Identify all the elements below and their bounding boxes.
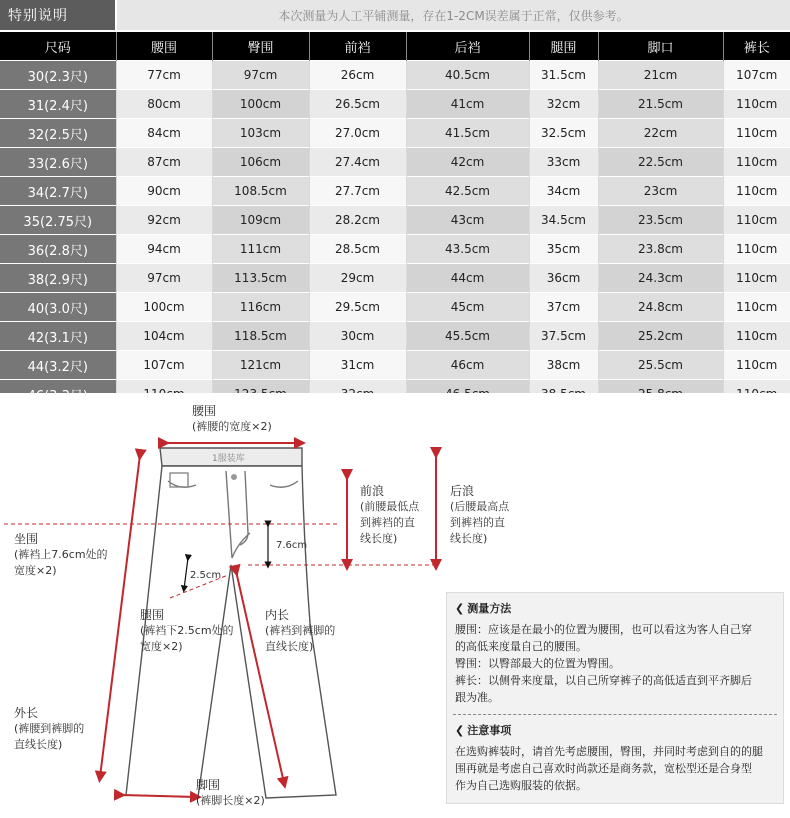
outseam-desc-1: (裤腰到裤脚的 bbox=[14, 722, 85, 735]
table-cell: 32cm bbox=[529, 90, 598, 119]
note-line: 臀围：以臀部最大的位置为臀围。 bbox=[455, 657, 620, 670]
back-rise-label bbox=[450, 483, 509, 547]
table-cell: 44cm bbox=[406, 264, 529, 293]
table-cell: 29.5cm bbox=[309, 293, 406, 322]
column-header: 裤长 bbox=[723, 31, 790, 61]
table-cell: 33cm bbox=[529, 148, 598, 177]
outseam-label bbox=[14, 705, 84, 753]
note-line: 跟为准。 bbox=[455, 691, 499, 704]
table-cell: 36cm bbox=[529, 264, 598, 293]
hip-title: 坐围 bbox=[14, 532, 39, 546]
front-rise-desc-3: 线长度) bbox=[360, 532, 398, 545]
table-row bbox=[0, 206, 790, 235]
table-cell: 111cm bbox=[212, 235, 309, 264]
note-line: 裤长：以侧骨来度量，以自己所穿裤子的高低适直到平齐脚后 bbox=[455, 674, 752, 687]
inseam-label bbox=[265, 607, 335, 655]
attention-body bbox=[455, 743, 775, 794]
chevron-left-icon: ❮ bbox=[455, 602, 465, 615]
note-line: 在选购裤装时，请首先考虑腰围，臀围，并同时考虑到自的的腿 bbox=[455, 745, 763, 758]
table-cell: 97cm bbox=[212, 61, 309, 90]
table-cell: 24.3cm bbox=[598, 264, 723, 293]
table-cell: 110cm bbox=[723, 351, 790, 380]
table-cell: 103cm bbox=[212, 119, 309, 148]
table-row bbox=[0, 264, 790, 293]
size-cell: 33(2.6尺) bbox=[0, 148, 116, 177]
size-cell: 40(3.0尺) bbox=[0, 293, 116, 322]
table-cell: 90cm bbox=[116, 177, 212, 206]
table-cell: 110cm bbox=[723, 148, 790, 177]
method-title-text: 测量方法 bbox=[467, 602, 512, 615]
column-header: 后裆 bbox=[406, 31, 529, 61]
table-cell: 23.8cm bbox=[598, 235, 723, 264]
table-cell: 41.5cm bbox=[406, 119, 529, 148]
inseam-desc-1: (裤裆到裤脚的 bbox=[265, 624, 336, 637]
note-line: 腰围：应该是在最小的位置为腰围，也可以看这为客人自己穿 bbox=[455, 623, 752, 636]
mark-25-label: 2.5cm bbox=[190, 570, 222, 581]
table-cell: 110cm bbox=[723, 90, 790, 119]
table-cell: 38cm bbox=[529, 351, 598, 380]
table-cell: 27.7cm bbox=[309, 177, 406, 206]
table-row bbox=[0, 351, 790, 380]
table-cell: 42.5cm bbox=[406, 177, 529, 206]
table-cell: 23.5cm bbox=[598, 206, 723, 235]
table-cell: 87cm bbox=[116, 148, 212, 177]
table-cell: 106cm bbox=[212, 148, 309, 177]
thigh-title: 腿围 bbox=[140, 608, 165, 622]
table-cell: 107cm bbox=[116, 351, 212, 380]
table-cell: 77cm bbox=[116, 61, 212, 90]
size-cell: 36(2.8尺) bbox=[0, 235, 116, 264]
size-cell: 42(3.1尺) bbox=[0, 322, 116, 351]
table-header-row bbox=[0, 31, 790, 61]
table-cell: 43cm bbox=[406, 206, 529, 235]
notes-panel bbox=[446, 592, 784, 804]
column-header: 腰围 bbox=[116, 31, 212, 61]
back-rise-desc-1: (后腰最高点 bbox=[450, 500, 510, 513]
table-cell: 27.0cm bbox=[309, 119, 406, 148]
waist-tag-text: 1服装库 bbox=[212, 454, 245, 464]
note-line: 围再就是考虑自己喜欢时尚款还是商务款，宽松型还是合身型 bbox=[455, 762, 752, 775]
waist-title: 腰围 bbox=[192, 404, 217, 418]
table-cell: 32.5cm bbox=[529, 119, 598, 148]
inseam-title: 内长 bbox=[265, 608, 290, 622]
table-row bbox=[0, 293, 790, 322]
back-rise-title: 后浪 bbox=[450, 484, 475, 498]
table-cell: 28.2cm bbox=[309, 206, 406, 235]
table-row bbox=[0, 177, 790, 206]
back-rise-desc-3: 线长度) bbox=[450, 532, 488, 545]
table-cell: 46cm bbox=[406, 351, 529, 380]
table-cell: 84cm bbox=[116, 119, 212, 148]
front-rise-title: 前浪 bbox=[360, 484, 385, 498]
method-section-title bbox=[455, 601, 783, 617]
table-cell: 110cm bbox=[723, 119, 790, 148]
notes-divider bbox=[453, 714, 777, 715]
table-cell: 45.5cm bbox=[406, 322, 529, 351]
table-cell: 80cm bbox=[116, 90, 212, 119]
table-cell: 100cm bbox=[116, 293, 212, 322]
table-cell: 43.5cm bbox=[406, 235, 529, 264]
table-cell: 30cm bbox=[309, 322, 406, 351]
hem-title: 脚围 bbox=[196, 778, 221, 792]
table-cell: 116cm bbox=[212, 293, 309, 322]
method-body bbox=[455, 621, 775, 706]
special-note-text: 本次测量为人工平铺测量，存在1-2CM误差属于正常，仅供参考。 bbox=[116, 0, 790, 31]
table-cell: 29cm bbox=[309, 264, 406, 293]
waist-desc: (裤腰的宽度×2) bbox=[192, 420, 272, 433]
table-cell: 100cm bbox=[212, 90, 309, 119]
table-cell: 45cm bbox=[406, 293, 529, 322]
table-cell: 22.5cm bbox=[598, 148, 723, 177]
mark-76-label: 7.6cm bbox=[276, 540, 308, 551]
thigh-label bbox=[140, 607, 234, 655]
table-row bbox=[0, 61, 790, 90]
column-header: 脚口 bbox=[598, 31, 723, 61]
table-cell: 21cm bbox=[598, 61, 723, 90]
table-cell: 25.5cm bbox=[598, 351, 723, 380]
table-cell: 28.5cm bbox=[309, 235, 406, 264]
table-cell: 40.5cm bbox=[406, 61, 529, 90]
column-header: 尺码 bbox=[0, 31, 116, 61]
column-header: 前裆 bbox=[309, 31, 406, 61]
size-cell: 30(2.3尺) bbox=[0, 61, 116, 90]
hip-label bbox=[14, 531, 108, 579]
table-cell: 35cm bbox=[529, 235, 598, 264]
front-rise-label bbox=[360, 483, 419, 547]
front-rise-desc-2: 到裤裆的直 bbox=[360, 516, 415, 529]
table-cell: 94cm bbox=[116, 235, 212, 264]
table-row bbox=[0, 148, 790, 177]
front-rise-desc-1: (前腰最低点 bbox=[360, 500, 420, 513]
table-cell: 21.5cm bbox=[598, 90, 723, 119]
table-cell: 110cm bbox=[723, 235, 790, 264]
size-cell: 35(2.75尺) bbox=[0, 206, 116, 235]
table-cell: 27.4cm bbox=[309, 148, 406, 177]
table-cell: 41cm bbox=[406, 90, 529, 119]
table-cell: 37cm bbox=[529, 293, 598, 322]
table-cell: 22cm bbox=[598, 119, 723, 148]
table-cell: 113.5cm bbox=[212, 264, 309, 293]
table-row bbox=[0, 322, 790, 351]
chevron-left-icon: ❮ bbox=[455, 724, 465, 737]
table-cell: 25.2cm bbox=[598, 322, 723, 351]
table-cell: 31.5cm bbox=[529, 61, 598, 90]
table-row bbox=[0, 235, 790, 264]
table-cell: 26cm bbox=[309, 61, 406, 90]
table-cell: 104cm bbox=[116, 322, 212, 351]
table-cell: 34cm bbox=[529, 177, 598, 206]
hem-label bbox=[196, 777, 265, 809]
size-chart-table bbox=[0, 0, 790, 408]
size-cell: 44(3.2尺) bbox=[0, 351, 116, 380]
table-cell: 24.8cm bbox=[598, 293, 723, 322]
waist-label bbox=[192, 403, 272, 435]
table-cell: 34.5cm bbox=[529, 206, 598, 235]
table-cell: 110cm bbox=[723, 264, 790, 293]
back-rise-desc-2: 到裤裆的直 bbox=[450, 516, 505, 529]
special-note-label: 特别说明 bbox=[0, 0, 116, 31]
table-cell: 26.5cm bbox=[309, 90, 406, 119]
attention-title-text: 注意事项 bbox=[467, 724, 512, 737]
special-note-row bbox=[0, 0, 790, 31]
size-cell: 34(2.7尺) bbox=[0, 177, 116, 206]
table-cell: 118.5cm bbox=[212, 322, 309, 351]
hem-desc: (裤脚长度×2) bbox=[196, 794, 265, 807]
table-cell: 109cm bbox=[212, 206, 309, 235]
size-cell: 38(2.9尺) bbox=[0, 264, 116, 293]
table-cell: 108.5cm bbox=[212, 177, 309, 206]
outseam-title: 外长 bbox=[14, 706, 39, 720]
table-row bbox=[0, 90, 790, 119]
table-cell: 31cm bbox=[309, 351, 406, 380]
table-cell: 110cm bbox=[723, 293, 790, 322]
table-cell: 121cm bbox=[212, 351, 309, 380]
table-cell: 92cm bbox=[116, 206, 212, 235]
size-cell: 32(2.5尺) bbox=[0, 119, 116, 148]
size-cell: 31(2.4尺) bbox=[0, 90, 116, 119]
column-header: 臀围 bbox=[212, 31, 309, 61]
column-header: 腿围 bbox=[529, 31, 598, 61]
table-cell: 107cm bbox=[723, 61, 790, 90]
table-cell: 37.5cm bbox=[529, 322, 598, 351]
table-cell: 110cm bbox=[723, 206, 790, 235]
thigh-desc-2: 宽度×2) bbox=[140, 640, 183, 653]
outseam-desc-2: 直线长度) bbox=[14, 738, 63, 751]
table-cell: 110cm bbox=[723, 322, 790, 351]
inseam-desc-2: 直线长度) bbox=[265, 640, 314, 653]
table-cell: 110cm bbox=[723, 177, 790, 206]
table-cell: 23cm bbox=[598, 177, 723, 206]
table-cell: 42cm bbox=[406, 148, 529, 177]
attention-section-title bbox=[455, 723, 783, 739]
note-line: 的高低来度量自己的腰围。 bbox=[455, 640, 587, 653]
hip-desc-2: 宽度×2) bbox=[14, 564, 57, 577]
note-line: 作为自己选购服装的依据。 bbox=[455, 779, 587, 792]
table-row bbox=[0, 119, 790, 148]
table-cell: 97cm bbox=[116, 264, 212, 293]
hip-desc-1: (裤裆上7.6cm处的 bbox=[14, 548, 108, 561]
thigh-desc-1: (裤裆下2.5cm处的 bbox=[140, 624, 234, 637]
